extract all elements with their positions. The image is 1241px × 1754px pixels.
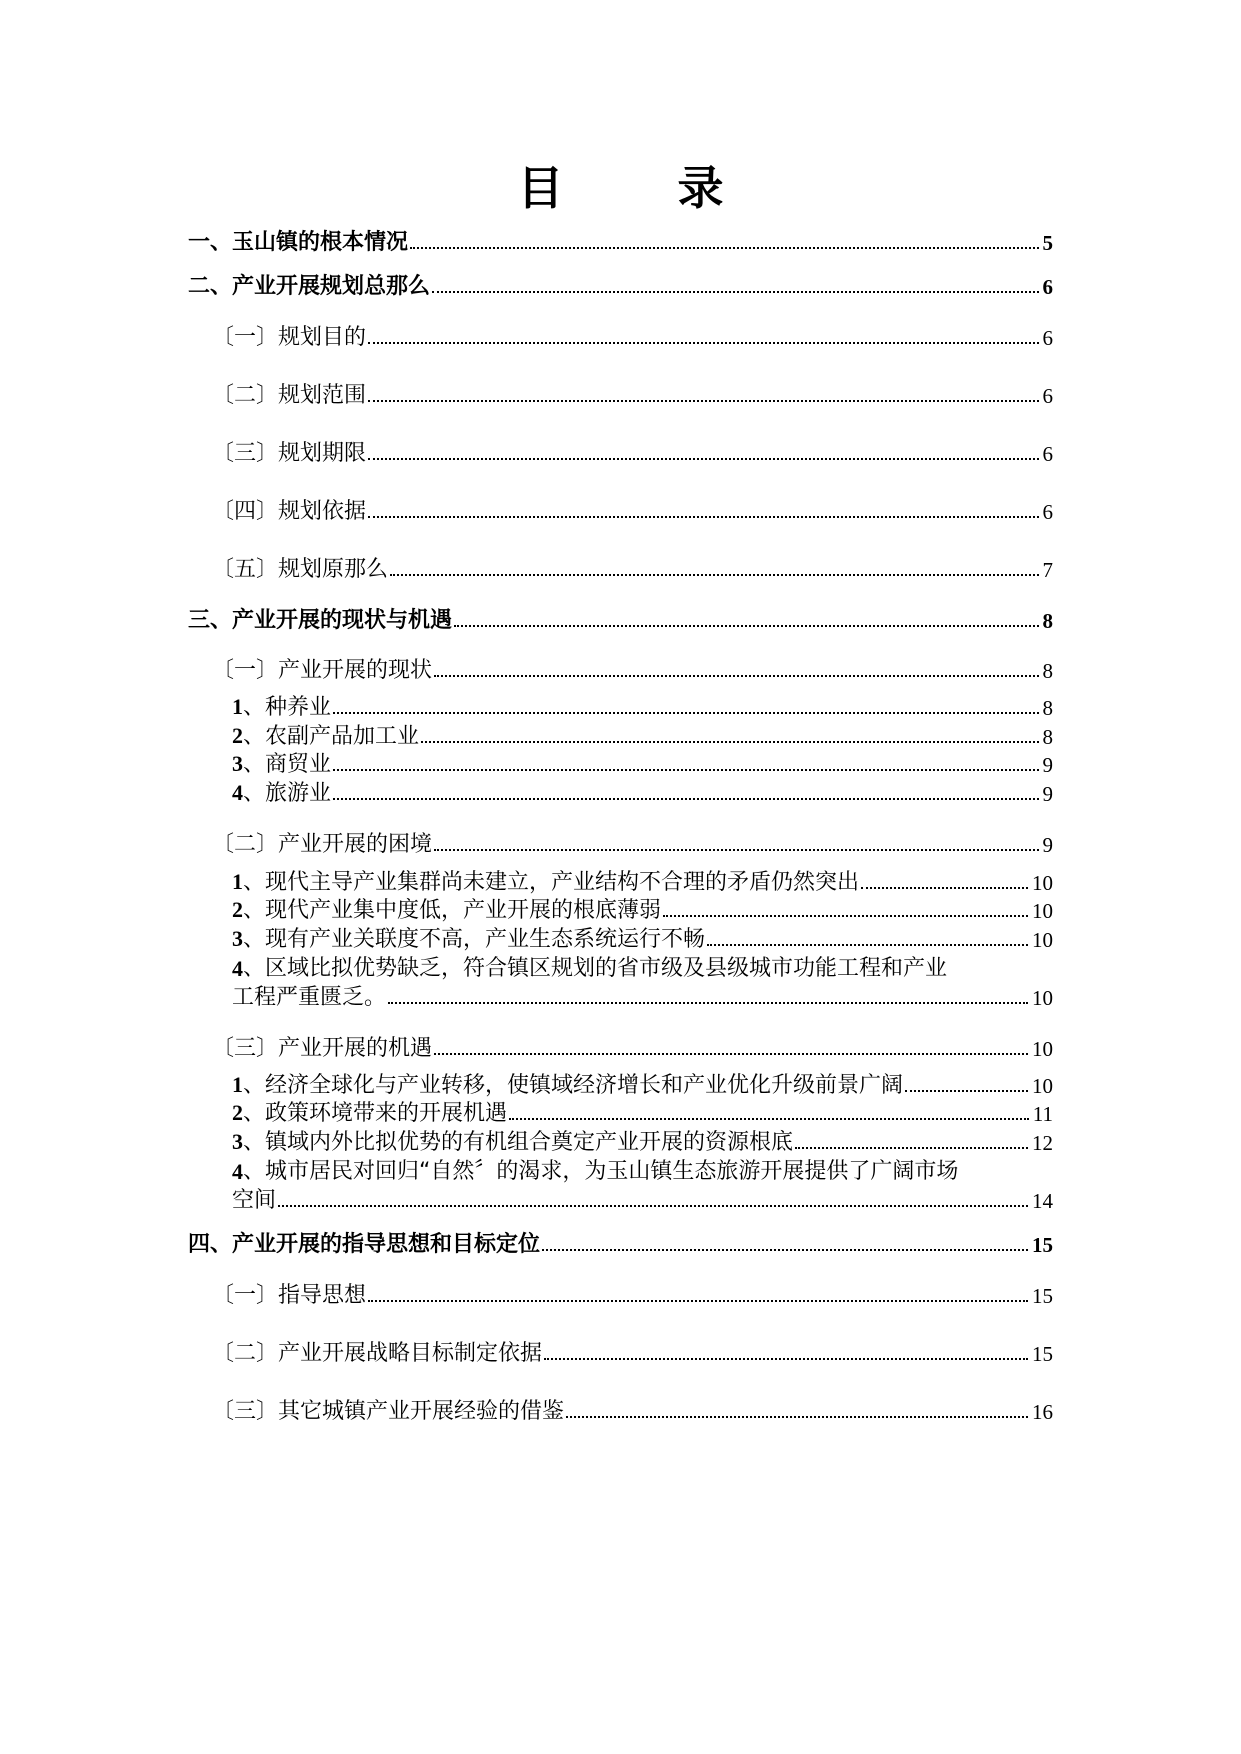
toc-page-number: 10 (1032, 1074, 1053, 1098)
dot-leader (795, 1147, 1028, 1149)
toc-entry[interactable] (212, 375, 1053, 409)
dot-leader (434, 1053, 1028, 1055)
toc-page-number: 15 (1032, 1342, 1053, 1366)
toc-entry-label-continued: 工程严重匮乏。 (232, 985, 387, 1010)
toc-page-number: 10 (1032, 899, 1053, 923)
toc-page-number: 9 (1042, 753, 1053, 777)
toc-entry-label: 〔五〕规划原那么 (212, 557, 389, 582)
toc-page-number: 10 (1032, 1037, 1053, 1061)
toc-entry-label: 〔三〕其它城镇产业开展经验的借鉴 (212, 1399, 565, 1424)
toc-entry-label: 三、产业开展的现状与机遇 (188, 608, 453, 633)
toc-entry-label: 〔二〕产业开展战略目标制定依据 (212, 1341, 543, 1366)
toc-entry-text: 、镇域内外比拟优势的有机组合奠定产业开展的资源根底 (243, 1130, 794, 1155)
toc-page-number: 8 (1042, 659, 1053, 683)
toc-page-number: 8 (1042, 609, 1053, 633)
dot-leader (368, 458, 1038, 460)
toc-entry[interactable] (188, 266, 1053, 300)
toc-entry-label: 四、产业开展的指导思想和目标定位 (188, 1232, 541, 1257)
toc-entry-text: 、经济全球化与产业转移，使镇域经济增长和产业优化升级前景广阔 (243, 1073, 904, 1098)
toc-page-number: 14 (1032, 1189, 1053, 1213)
toc-entry[interactable] (188, 222, 1053, 256)
dot-leader (542, 1249, 1028, 1251)
toc-entry-number: 4 (232, 780, 243, 805)
toc-page-number: 6 (1042, 442, 1053, 466)
toc-page-number: 15 (1032, 1284, 1053, 1308)
dot-leader (421, 741, 1038, 743)
toc-entry-label: 一、玉山镇的根本情况 (188, 230, 409, 255)
toc-entry[interactable] (212, 1028, 1053, 1062)
toc-entry-label: 、区域比拟优势缺乏，符合镇区规划的省市级及县级城市功能工程和产业 (243, 956, 948, 981)
toc-entry[interactable] (212, 549, 1053, 583)
toc-entry-label: 〔一〕产业开展的现状 (212, 658, 433, 683)
toc-page-number: 10 (1032, 986, 1053, 1010)
toc-entry[interactable] (212, 491, 1053, 525)
dot-leader (544, 1358, 1028, 1360)
toc-page-number: 7 (1042, 558, 1053, 582)
toc-entry[interactable] (232, 1180, 1053, 1214)
toc-entry-text: 、种养业 (243, 695, 332, 720)
dot-leader (434, 675, 1038, 677)
toc-page-number: 8 (1042, 725, 1053, 749)
toc-page-number: 6 (1042, 500, 1053, 524)
toc-page-number: 12 (1032, 1131, 1053, 1155)
toc-entry-label (232, 776, 331, 807)
toc-page-number: 6 (1042, 384, 1053, 408)
toc-page-number: 10 (1032, 871, 1053, 895)
dot-leader (278, 1205, 1028, 1207)
toc-entry-label: 二、产业开展规划总那么 (188, 274, 431, 299)
toc-page-number: 15 (1032, 1233, 1053, 1257)
dot-leader (566, 1416, 1028, 1418)
toc-entry-number: 1 (232, 869, 243, 894)
toc-entry-text: 、现有产业关联度不高，产业生态系统运行不畅 (243, 927, 706, 952)
toc-entry-number: 4 (232, 1159, 243, 1184)
toc-entry-number: 3 (232, 751, 243, 776)
toc-page-number: 16 (1032, 1400, 1053, 1424)
toc-entry-label: 、城市居民对回归“自然〞的渴求，为玉山镇生态旅游开展提供了广阔市场 (243, 1159, 959, 1184)
toc-entry-number: 3 (232, 1129, 243, 1154)
page-title: 目 录 (517, 161, 758, 215)
toc-entry-number: 1 (232, 694, 243, 719)
toc-entry-text: 、现代主导产业集群尚未建立，产业结构不合理的矛盾仍然突出 (243, 870, 860, 895)
toc-page-number: 5 (1042, 231, 1053, 255)
toc-page-number: 6 (1042, 326, 1053, 350)
toc-entry[interactable] (188, 600, 1053, 634)
toc-entry-number: 2 (232, 1100, 243, 1125)
toc-page-number: 9 (1042, 782, 1053, 806)
toc-entry[interactable] (212, 433, 1053, 467)
dot-leader (333, 798, 1038, 800)
toc-entry[interactable] (232, 773, 1053, 807)
toc-entry-number: 2 (232, 723, 243, 748)
dot-leader (432, 291, 1038, 293)
toc-entry-number: 1 (232, 1072, 243, 1097)
toc-entry-label: 〔二〕规划范围 (212, 383, 367, 408)
toc-entry-label: 〔三〕产业开展的机遇 (212, 1036, 433, 1061)
dot-leader (390, 574, 1038, 576)
toc-entry[interactable] (212, 1391, 1053, 1425)
dot-leader (509, 1118, 1029, 1120)
dot-leader (368, 400, 1038, 402)
toc-page-number: 10 (1032, 928, 1053, 952)
dot-leader (905, 1090, 1028, 1092)
toc-page-number: 9 (1042, 833, 1053, 857)
toc-entry-number: 2 (232, 897, 243, 922)
toc-entry-label: 〔一〕规划目的 (212, 325, 367, 350)
toc-entry[interactable] (212, 1333, 1053, 1367)
toc-entry[interactable] (212, 824, 1053, 858)
toc-entry[interactable] (212, 1275, 1053, 1309)
toc-entry-label: 〔一〕指导思想 (212, 1283, 367, 1308)
toc-entry[interactable] (212, 650, 1053, 684)
toc-entry-text: 、现代产业集中度低，产业开展的根底薄弱 (243, 898, 662, 923)
dot-leader (333, 769, 1038, 771)
toc-entry-text: 、农副产品加工业 (243, 724, 420, 749)
toc-entry-number: 3 (232, 926, 243, 951)
dot-leader (368, 516, 1038, 518)
dot-leader (333, 712, 1038, 714)
toc-entry-label: 〔二〕产业开展的困境 (212, 832, 433, 857)
toc-entry-label-continued: 空间 (232, 1188, 277, 1213)
toc-entry[interactable] (188, 1224, 1053, 1258)
toc-entry-text: 、商贸业 (243, 752, 332, 777)
toc-page-number: 6 (1042, 275, 1053, 299)
dot-leader (454, 625, 1038, 627)
toc-entry-text: 、政策环境带来的开展机遇 (243, 1101, 508, 1126)
dot-leader (368, 1300, 1028, 1302)
toc-entry-number: 4 (232, 956, 243, 981)
toc-entry[interactable] (232, 977, 1053, 1011)
toc-entry-label: 〔四〕规划依据 (212, 499, 367, 524)
dot-leader (707, 944, 1028, 946)
dot-leader (368, 342, 1038, 344)
toc-entry-label: 〔三〕规划期限 (212, 441, 367, 466)
dot-leader (861, 887, 1028, 889)
dot-leader (388, 1002, 1028, 1004)
toc-page-number: 8 (1042, 696, 1053, 720)
toc-page-number: 11 (1032, 1102, 1053, 1126)
toc-entry[interactable] (212, 317, 1053, 351)
toc-entry-text: 、旅游业 (243, 781, 332, 806)
dot-leader (663, 915, 1028, 917)
dot-leader (434, 849, 1038, 851)
dot-leader (410, 247, 1038, 249)
